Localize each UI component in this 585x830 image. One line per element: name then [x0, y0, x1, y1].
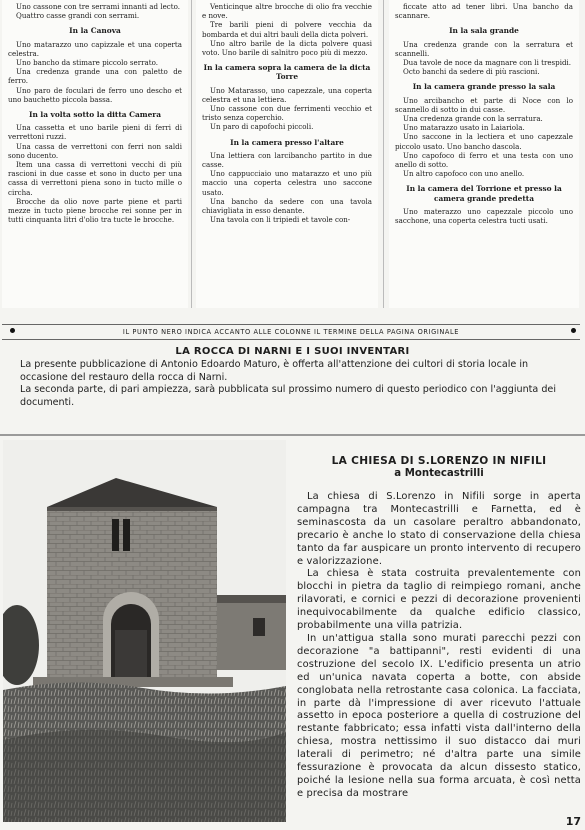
inventory-entry: Dua tavole de noce da magnare con li trespidi. — [403, 58, 572, 68]
inventory-entry: Uno cappucciaio uno matarazzo et uno più maccio una coperta celestra uno saccone usato. — [202, 169, 372, 197]
footnote-bar: IL PUNTO NERO INDICA ACCANTO ALLE COLONNE IL TERMINE DELLA PAGINA ORIGINALE — [2, 324, 580, 340]
article-subtitle: a Montecastrilli — [394, 468, 484, 479]
inventory-entry: Quattro casse grandi con serrami. — [16, 11, 140, 21]
section-heading: In la camera grande presso la sala — [412, 82, 556, 92]
section-heading: In la camera del Torrione et presso la camera grande predetta — [406, 184, 562, 203]
inventory-entry: Una tavola con li tripiedi et tavole con- — [210, 215, 351, 225]
article-paragraph: In un'attigua stalla sono murati parecchi pezzi con decorazione "a battipanni", resti evidenti di una costruzione del secolo IX. L'edificio presenta un atrio ed un'unica navata coperta a botte, con abside conglobata nella retrostante casa colonica. La facciata, in parte dà l'impressione di aver ricevuto l'attuale assetto in epoca posteriore a quella di costruzione del restante fabbricato; essa infatti vista dall'interno della chiesa, mostra nettissimo il suo distacco dai muri laterali di perimetro; né d'altra parte una simile fessurazione è provocata da alcun dissesto statico, poiché la lesione nella sua forma arcuata, è così netta e precisa da mostrare — [297, 632, 581, 799]
intro-paragraph-1: La presente pubblicazione di Antonio Edoardo Maturo, è offerta all'attenzione dei cultori di storia locale in occasione del restauro della rocca di Narni. — [20, 359, 529, 383]
section-heading: In la sala grande — [449, 26, 519, 36]
column-divider — [191, 0, 192, 308]
inventory-entry: Uno paro de foculari de ferro uno descho et uno bauchetto piccola bassa. — [8, 85, 182, 104]
inventory-entry: Uno materazzo uno capezzale piccolo uno sacchone, una coperta celestra tucti usati. — [395, 206, 573, 226]
inventory-entry: Uno Matarasso, uno capezzale, una coperta celestra et una lettiera. — [202, 85, 372, 104]
inventory-entry: Uno saccone in la lectiera et uno capezzale piccolo usato. Uno bancho dascola. — [395, 132, 573, 151]
inventory-entry: Uno arcibancho et parte di Noce con lo scannello di sotto in dui casse. — [395, 95, 573, 114]
inventory-entry: Una credenza grande una con paletto de ferro. — [8, 67, 182, 86]
inventory-entry: Una bancho da sedere con una tavola chiavigliata in esso denante. — [202, 196, 372, 216]
section-heading: In la camera sopra la camera de la dicta Torre — [203, 63, 371, 82]
inventory-entry: Un paro di capofochi piccoli. — [210, 122, 314, 132]
inventory-entry: Una credenza grande con la serratura et scannelli. — [395, 39, 573, 58]
inventory-entry: Uno matarazzo usato in Laiariola. — [403, 123, 525, 133]
inventory-entry: Un altro capofoco con uno anello. — [403, 169, 525, 179]
inventory-entry: Uno cassone con due ferrimenti vecchio et tristo senza coperchio. — [202, 104, 372, 123]
inventory-entry: Uno cassone con tre serrami innanti ad lecto. — [16, 2, 181, 11]
inventory-entry: Item una cassa di verrettoni vecchi di più rascioni in due casse et sono in ducto per una cassa di verrettoni piena sono in tucto mille o circha. — [8, 160, 182, 197]
inventory-entry: Una cassetta et uno barile pieni di ferri di verrettoni ruzzi. — [8, 123, 182, 142]
section-heading: In la camera presso l'altare — [230, 137, 344, 147]
church-illustration — [3, 440, 286, 822]
inventory-entry: Venticinque altre brocche di olio fra vecchie e nove. — [202, 2, 372, 21]
inventory-entry: Una lettiera con larcibancho partito in due casse. — [202, 150, 372, 170]
article-paragraph: La chiesa di S.Lorenzo in Nifili sorge in aperta campagna tra Montecastrilli e Farnetta, ed è seminascosta da un casolare peraltro abbandonato, precario è anche lo stato di conservazione della chiesa tanto da far auspicare un pronto intervento di recupero e valorizzazione. — [297, 491, 581, 567]
inventory-entry: Octo banchi da sedere di più rascioni. — [403, 67, 540, 77]
inventory-column-3 — [389, 0, 579, 308]
intro-box — [20, 346, 565, 409]
intro-paragraph-2: La seconda parte, di pari ampiezza, sarà pubblicata sul prossimo numero di questo periodico con l'aggiunta dei documenti. — [20, 384, 556, 408]
inventory-entry: Brocche da olio nove parte piene et parti mezze in tucto piene brocche rei sonne per in tutti cinquanta litri d'olio tra tucte le brocche. — [8, 196, 182, 225]
church-photo — [3, 440, 286, 822]
inventory-entry: Uno bancho da stimare piccolo serrato. — [16, 58, 158, 68]
page-number: 17 — [565, 815, 581, 828]
article-paragraph: La chiesa è stata costruita prevalentemente con blocchi in pietra da taglio di reimpiego romani, anche rilavorati, e cornici e pezzi di decorazione provenienti inequivocabilmente da qualche edificio classico, probabilmente una villa patrizia. — [297, 568, 581, 632]
section-separator — [0, 434, 585, 436]
inventory-entry: Uno matarazzo uno capizzale et una coperta celestra. — [8, 39, 182, 58]
section-heading: In la volta sotto la ditta Camera — [28, 110, 161, 120]
inventory-entry: ficcate atto ad tener libri. Una bancho da scannare. — [395, 2, 573, 21]
intro-title: LA ROCCA DI NARNI E I SUOI INVENTARI — [175, 346, 410, 357]
section-heading: In la Canova — [69, 26, 121, 36]
inventory-column-2 — [196, 0, 378, 308]
church-article — [297, 455, 581, 801]
inventory-entry: Uno altro barile de la dicta polvere quasi voto. Uno barile di salnitro poco più di mezzo. — [202, 38, 372, 58]
inventory-entry: Una credenza grande con la serratura. — [403, 114, 543, 124]
inventory-entry: Tre barili pieni di polvere vecchia da bombarda et dui altri bauli della dicta polveri. — [202, 20, 372, 39]
inventory-column-1 — [2, 0, 188, 308]
column-divider — [383, 0, 384, 308]
inventory-entry: Una cassa de verrettoni con ferri non saldi sono ducento. — [8, 141, 182, 160]
inventory-entry: Uno capofoco di ferro et una testa con uno anello di sotto. — [395, 150, 573, 170]
article-title: LA CHIESA DI S.LORENZO IN NIFILI — [331, 455, 547, 467]
